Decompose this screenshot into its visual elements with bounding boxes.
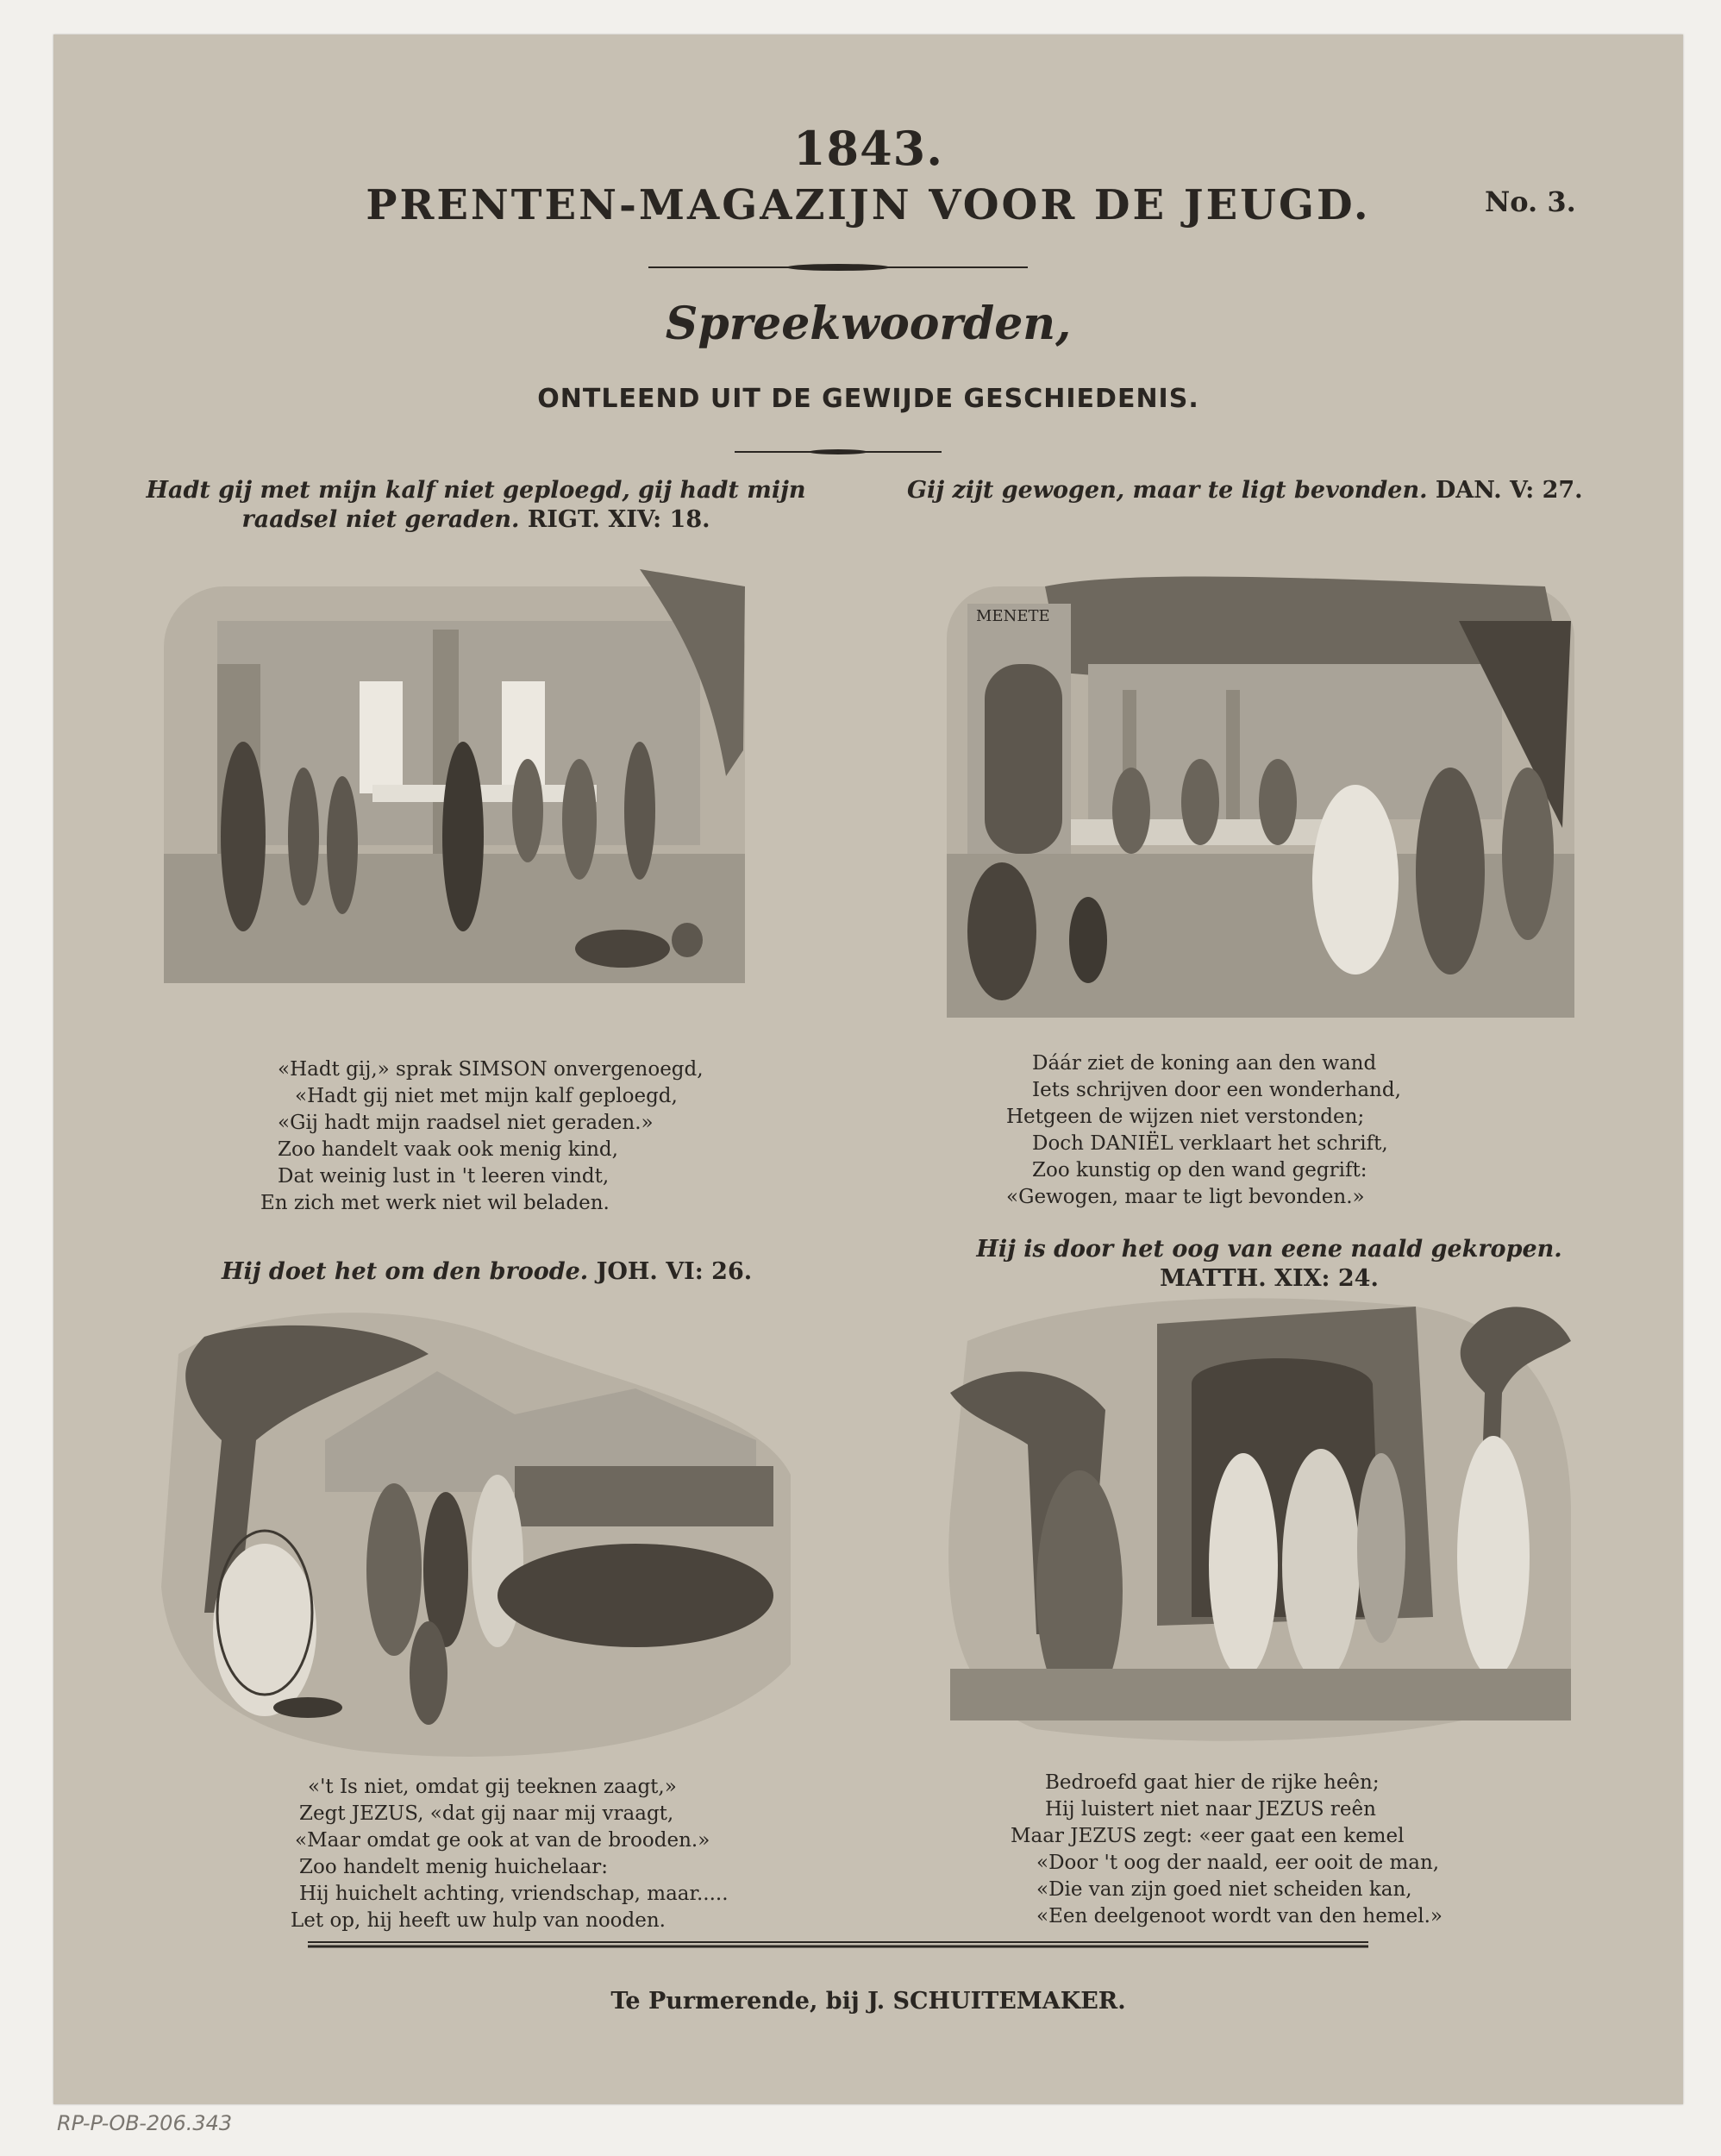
verse-1-line3: «Gij hadt mijn raadsel niet geraden.» [278, 1112, 654, 1134]
engraving-samson-feast [157, 552, 752, 992]
verse-4-line3: Maar JEZUS zegt: «eer gaat een kemel [1011, 1825, 1405, 1847]
verse-2-line5: Zoo kunstig op den wand gegrift: [1032, 1159, 1367, 1181]
verse-4 [1011, 1770, 1443, 1930]
verse-4-line2: Hij luistert niet naar JEZUS reên [1045, 1798, 1376, 1821]
catalog-number: RP-P-OB-206.343 [57, 2111, 233, 2135]
proverb-2-reference: DAN. V: 27. [1435, 477, 1583, 504]
verse-2-line4: Doch DANIËL verklaart het schrift, [1032, 1132, 1388, 1155]
verse-4-line4: «Door 't oog der naald, eer ooit de man, [1036, 1852, 1440, 1874]
proverb-1 [122, 476, 829, 535]
verse-4-line5: «Die van zijn goed niet scheiden kan, [1036, 1878, 1412, 1901]
publisher-imprint: Te Purmerende, bij J. SCHUITEMAKER. [610, 1988, 1126, 2015]
footer-double-rule [308, 1940, 1368, 1949]
section-subheading: ONTLEEND UIT DE GEWIJDE GESCHIEDENIS. [537, 384, 1199, 414]
proverb-3-text: Hij doet het om den broode. [222, 1258, 589, 1285]
verse-1-line6: En zich met werk niet wil beladen. [260, 1192, 610, 1214]
section-heading: Spreekwoorden, [665, 298, 1072, 350]
proverb-1-line1: Hadt gij met mijn kalf niet geploegd, gij hadt mijn [146, 477, 806, 504]
proverb-4-text: Hij is door het oog van eene naald gekropen. [976, 1236, 1562, 1263]
verse-3-line2: Zegt JEZUS, «dat gij naar mij vraagt, [299, 1802, 674, 1825]
proverb-4-reference: MATTH. XIX: 24. [1160, 1265, 1379, 1292]
proverb-1-reference: RIGT. XIV: 18. [527, 506, 710, 533]
verse-1-line5: Dat weinig lust in 't leeren vindt, [278, 1165, 610, 1188]
proverb-2 [907, 476, 1583, 505]
proverb-2-text: Gij zijt gewogen, maar te ligt bevonden. [907, 477, 1428, 504]
proverb-4 [916, 1235, 1623, 1294]
verse-1-line2: «Hadt gij niet met mijn kalf geploegd, [295, 1085, 678, 1107]
verse-3-line1: «'t Is niet, omdat gij teeknen zaagt,» [308, 1776, 677, 1798]
verse-2 [1006, 1050, 1401, 1211]
verse-2-line6: «Gewogen, maar te ligt bevonden.» [1006, 1186, 1365, 1208]
verse-1-line1: «Hadt gij,» sprak SIMSON onvergenoegd, [278, 1058, 704, 1081]
verse-3-line5: Hij huichelt achting, vriendschap, maar..... [299, 1883, 729, 1905]
page-title: PRENTEN-MAGAZIJN VOOR DE JEUGD. [366, 181, 1371, 229]
subheading-ornament-rule [735, 447, 942, 457]
verse-2-line3: Hetgeen de wijzen niet verstonden; [1006, 1106, 1365, 1128]
engraving-belshazzar-feast [942, 569, 1580, 1026]
wall-inscription: MENETE [976, 607, 1050, 625]
print-sheet [53, 34, 1683, 2104]
verse-3 [291, 1774, 729, 1934]
year: 1843. [792, 121, 944, 176]
proverb-3 [222, 1257, 752, 1287]
verse-3-line3: «Maar omdat ge ook at van de brooden.» [295, 1829, 710, 1852]
verse-3-line4: Zoo handelt menig huichelaar: [299, 1856, 609, 1878]
verse-1-line4: Zoo handelt vaak ook menig kind, [278, 1138, 618, 1161]
engraving-rich-young-man [933, 1289, 1588, 1751]
verse-2-line2: Iets schrijven door een wonderhand, [1032, 1079, 1401, 1101]
verse-2-line1: Dáár ziet de koning aan den wand [1032, 1052, 1377, 1075]
verse-4-line1: Bedroefd gaat hier de rijke heên; [1045, 1771, 1380, 1794]
issue-number: No. 3. [1485, 185, 1576, 218]
header-ornament-rule [648, 260, 1028, 274]
engraving-feeding-multitude [153, 1302, 808, 1768]
proverb-1-line2: raadsel niet geraden. [241, 506, 520, 533]
verse-3-line6: Let op, hij heeft uw hulp van nooden. [291, 1909, 666, 1932]
proverb-3-reference: JOH. VI: 26. [596, 1258, 753, 1285]
verse-4-line6: «Een deelgenoot wordt van den hemel.» [1036, 1905, 1443, 1927]
verse-1 [260, 1056, 704, 1217]
